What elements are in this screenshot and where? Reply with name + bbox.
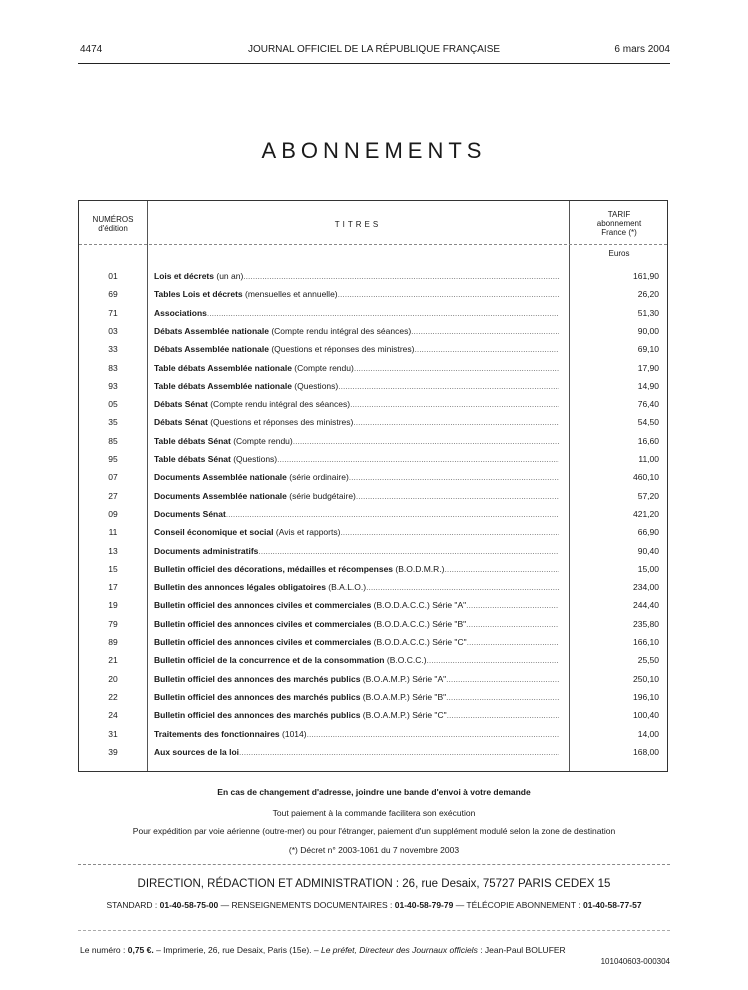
table-row (79, 268, 669, 286)
edition-number: 69 (108, 289, 118, 300)
publication-title-detail: (Compte rendu) (291, 362, 354, 373)
edition-number: 35 (108, 417, 118, 428)
subscription-price: 66,90 (637, 527, 659, 538)
publication-title-main: Table débats Assemblée nationale (154, 380, 292, 391)
publication-title-main: Documents Assemblée nationale (154, 472, 287, 483)
subscription-price: 234,00 (633, 582, 659, 593)
publication-title-main: Table débats Sénat (154, 435, 231, 446)
printer-info: – Imprimerie, 26, rue Desaix, Paris (15e). – (153, 945, 321, 955)
table-row (79, 469, 669, 487)
publication-title-detail: (B.O.A.M.P.) Série "B" (360, 691, 447, 702)
column-header-tarif-line3: France (*) (601, 228, 637, 237)
publication-title-main: Bulletin officiel des annonces des marchés publics (154, 673, 361, 684)
edition-number: 95 (108, 454, 118, 464)
publication-title-detail: (série ordinaire) (286, 472, 349, 483)
air-mail-note: Pour expédition par voie aérienne (outre-mer) ou pour l'étranger, paiement d'un supplément modulé selon la zone de destination (132, 826, 616, 836)
subscription-price: 460,10 (633, 472, 659, 483)
subscription-price: 90,40 (637, 545, 659, 556)
publication-title-detail: (Questions et réponses des ministres) (268, 344, 415, 355)
edition-number: 33 (108, 344, 118, 355)
publication-title-main: Tables Lois et décrets (154, 289, 243, 300)
publication-title-detail: (un an) (214, 271, 244, 281)
section-divider (78, 864, 670, 865)
direction-address: DIRECTION, RÉDACTION ET ADMINISTRATION : 26, rue Desaix, 75727 PARIS CEDEX 15 (137, 878, 611, 890)
publication-title-detail: (Questions et réponses des ministres) (207, 417, 354, 428)
address-change-note: En cas de changement d'adresse, joindre une bande d'envoi à votre demande (217, 787, 531, 797)
fax-number: 01-40-58-77-57 (582, 900, 642, 910)
footer-prefix: Le numéro : (80, 945, 128, 955)
edition-number: 21 (108, 655, 118, 666)
header-divider (78, 63, 670, 64)
subscription-price: 25,50 (637, 655, 659, 666)
subscription-price: 57,20 (637, 490, 659, 501)
publication-date: 6 mars 2004 (614, 44, 670, 55)
table-row (79, 524, 669, 542)
subscription-price: 54,50 (637, 417, 659, 428)
publication-title (154, 363, 559, 373)
publication-title-main: Bulletin officiel des annonces des marchés publics (154, 691, 361, 702)
edition-number: 09 (108, 508, 118, 519)
publication-title (154, 710, 559, 720)
subscription-price: 51,30 (637, 307, 659, 318)
table-row (79, 305, 669, 323)
table-row (79, 689, 669, 707)
table-row (79, 360, 669, 378)
footer-imprint (80, 945, 670, 955)
edition-number: 79 (108, 618, 118, 629)
column-header-tarif (569, 210, 669, 237)
table-row (79, 616, 669, 634)
edition-number: 13 (108, 545, 118, 556)
edition-number: 89 (108, 637, 118, 647)
publication-title (154, 655, 559, 665)
table-row (79, 451, 669, 469)
publication-title-main: Bulletin officiel de la concurrence et de la consommation (154, 655, 385, 666)
table-row (79, 579, 669, 597)
table-row (79, 414, 669, 432)
publication-title-main: Aux sources de la loi (154, 746, 240, 757)
header-row-divider (79, 244, 667, 245)
publication-title-main: Documents Assemblée nationale (154, 490, 287, 501)
edition-number: 22 (108, 691, 118, 702)
publication-title (154, 472, 559, 482)
publication-title-main: Traitements des fonctionnaires (154, 728, 280, 739)
publication-title-main: Bulletin officiel des annonces civiles et commerciales (154, 618, 372, 629)
document-code: 101040603-000304 (600, 957, 670, 966)
publication-title (154, 509, 559, 519)
publication-title-detail: (Compte rendu) (230, 435, 293, 446)
edition-number: 19 (108, 600, 118, 611)
table-row (79, 378, 669, 396)
edition-number: 01 (108, 271, 118, 281)
publication-title-detail: (1014) (279, 728, 307, 739)
issue-price: 0,75 €. (127, 945, 154, 955)
contacts-separator: — RENSEIGNEMENTS DOCUMENTAIRES : (218, 900, 395, 910)
publication-title-detail: (Compte rendu intégral des séances) (268, 325, 412, 336)
publication-title-main: Documents Sénat (154, 508, 226, 519)
publication-title (154, 344, 559, 354)
payment-note: Tout paiement à la commande facilitera son exécution (272, 808, 476, 818)
page-number: 4474 (80, 44, 103, 55)
prefect-title: Le préfet, Directeur des Journaux officiels (320, 945, 478, 955)
publication-title-detail: (B.O.A.M.P.) Série "C" (360, 710, 447, 721)
edition-number: 31 (108, 728, 118, 739)
publication-title-main: Débats Assemblée nationale (154, 344, 269, 355)
publication-title-main: Bulletin des annonces légales obligatoires (154, 582, 326, 593)
edition-number: 71 (108, 307, 118, 318)
decree-note: (*) Décret n° 2003-1061 du 7 novembre 2003 (288, 845, 460, 855)
subscription-price: 15,00 (637, 563, 659, 574)
publication-title-main: Table débats Assemblée nationale (154, 362, 292, 373)
publication-title (154, 582, 559, 592)
table-row (79, 488, 669, 506)
subscription-price: 16,60 (637, 435, 659, 446)
publication-title-main: Débats Sénat (154, 399, 208, 410)
publication-title-main: Documents administratifs (154, 545, 259, 556)
edition-number: 05 (108, 399, 118, 410)
publication-title-detail: (Questions) (291, 380, 339, 391)
edition-number: 93 (108, 380, 118, 391)
publication-title-detail: (B.A.L.O.) (325, 582, 367, 593)
edition-number: 39 (108, 746, 118, 757)
publication-title (154, 619, 559, 629)
subscription-price: 196,10 (633, 691, 659, 702)
currency-label: Euros (608, 249, 630, 258)
table-row (79, 671, 669, 689)
publication-title (154, 600, 559, 610)
subscription-price: 26,20 (637, 289, 659, 300)
publication-title (154, 289, 559, 299)
journal-title: JOURNAL OFFICIEL DE LA RÉPUBLIQUE FRANÇAISE (247, 44, 501, 55)
subscription-price: 14,90 (637, 380, 659, 391)
column-header-numbers (79, 215, 147, 233)
publication-title (154, 454, 559, 464)
table-row (79, 652, 669, 670)
publication-title-detail: (Avis et rapports) (273, 527, 341, 538)
table-row (79, 634, 669, 652)
column-header-numbers-line1: NUMÉROS (92, 215, 134, 224)
table-row (79, 433, 669, 451)
publication-title (154, 326, 559, 336)
publication-title-detail: (Questions) (230, 454, 278, 464)
publication-title (154, 381, 559, 391)
table-row (79, 561, 669, 579)
publication-title (154, 271, 559, 281)
table-row (79, 286, 669, 304)
publication-title (154, 399, 559, 409)
subscription-price: 100,40 (633, 710, 659, 721)
publication-title-main: Bulletin officiel des décorations, médailles et récompenses (154, 563, 394, 574)
standard-number: 01-40-58-75-00 (159, 900, 219, 910)
subscription-price: 11,00 (638, 454, 659, 464)
column-header-tarif-line1: TARIF (607, 210, 631, 219)
publication-title-detail: (B.O.D.A.C.C.) Série "B" (371, 618, 467, 629)
publication-title (154, 729, 559, 739)
publication-title-detail: (mensuelles et annuelle) (242, 289, 338, 300)
publication-title (154, 747, 559, 757)
table-row (79, 597, 669, 615)
standard-label: STANDARD : (106, 900, 160, 910)
table-row (79, 707, 669, 725)
director-name: : Jean-Paul BOLUFER (477, 945, 566, 955)
edition-number: 83 (108, 362, 118, 373)
publication-title-detail: (B.O.A.M.P.) Série "A" (360, 673, 447, 684)
publication-title (154, 637, 559, 647)
subscription-price: 250,10 (633, 673, 659, 684)
column-header-titles: TITRES (334, 220, 382, 229)
publication-title-main: Bulletin officiel des annonces civiles et commerciales (154, 637, 372, 647)
subscription-price: 421,20 (633, 508, 659, 519)
edition-number: 15 (108, 563, 118, 574)
publication-title-detail: (B.O.C.C.) (384, 655, 427, 666)
contacts-separator: — TÉLÉCOPIE ABONNEMENT : (453, 900, 583, 910)
page-title: ABONNEMENTS (261, 138, 487, 163)
edition-number: 20 (108, 673, 118, 684)
publication-title-main: Table débats Sénat (154, 454, 231, 464)
publication-title-main: Associations (154, 307, 207, 318)
edition-number: 85 (108, 435, 118, 446)
publication-title (154, 491, 559, 501)
column-header-numbers-line2: d'édition (98, 224, 128, 233)
subscription-price: 166,10 (633, 637, 659, 647)
publication-title-main: Conseil économique et social (154, 527, 274, 538)
publication-title-main: Bulletin officiel des annonces des marchés publics (154, 710, 361, 721)
table-row (79, 506, 669, 524)
edition-number: 03 (108, 325, 118, 336)
publication-title (154, 564, 559, 574)
contact-numbers (0, 900, 748, 910)
subscription-price: 14,00 (637, 728, 659, 739)
subscription-price: 69,10 (637, 344, 659, 355)
edition-number: 07 (108, 472, 118, 483)
publication-title (154, 546, 559, 556)
column-header-tarif-line2: abonnement (596, 219, 642, 228)
subscription-price: 76,40 (637, 399, 659, 410)
table-row (79, 341, 669, 359)
edition-number: 11 (108, 527, 118, 538)
subscription-price: 244,40 (633, 600, 659, 611)
publication-title (154, 674, 559, 684)
publication-title-main: Lois et décrets (154, 271, 214, 281)
edition-number: 27 (108, 490, 118, 501)
table-row (79, 744, 669, 762)
table-row (79, 726, 669, 744)
publication-title (154, 436, 559, 446)
publication-title (154, 527, 559, 537)
publication-title-detail: (série budgétaire) (286, 490, 356, 501)
table-row (79, 396, 669, 414)
edition-number: 17 (108, 582, 118, 593)
subscription-price: 168,00 (633, 746, 659, 757)
subscription-price: 235,80 (633, 618, 659, 629)
table-row (79, 543, 669, 561)
publication-title-detail: (B.O.D.M.R.) (393, 563, 445, 574)
edition-number: 24 (108, 710, 118, 721)
footer-divider (78, 930, 670, 931)
publication-title-main: Débats Sénat (154, 417, 208, 428)
publication-title-main: Débats Assemblée nationale (154, 325, 269, 336)
publication-title-detail: (B.O.D.A.C.C.) Série "C" (371, 637, 467, 647)
publication-title-main: Bulletin officiel des annonces civiles et commerciales (154, 600, 372, 611)
subscription-price: 17,90 (637, 362, 659, 373)
publication-title-detail: (Compte rendu intégral des séances) (207, 399, 351, 410)
publication-title (154, 417, 559, 427)
table-row (79, 323, 669, 341)
publication-title-detail: (B.O.D.A.C.C.) Série "A" (371, 600, 467, 611)
subscription-table (78, 200, 668, 772)
subscription-price: 90,00 (637, 325, 659, 336)
subscription-price: 161,90 (633, 271, 659, 281)
publication-title (154, 308, 559, 318)
publication-title (154, 692, 559, 702)
info-number: 01-40-58-79-79 (394, 900, 454, 910)
